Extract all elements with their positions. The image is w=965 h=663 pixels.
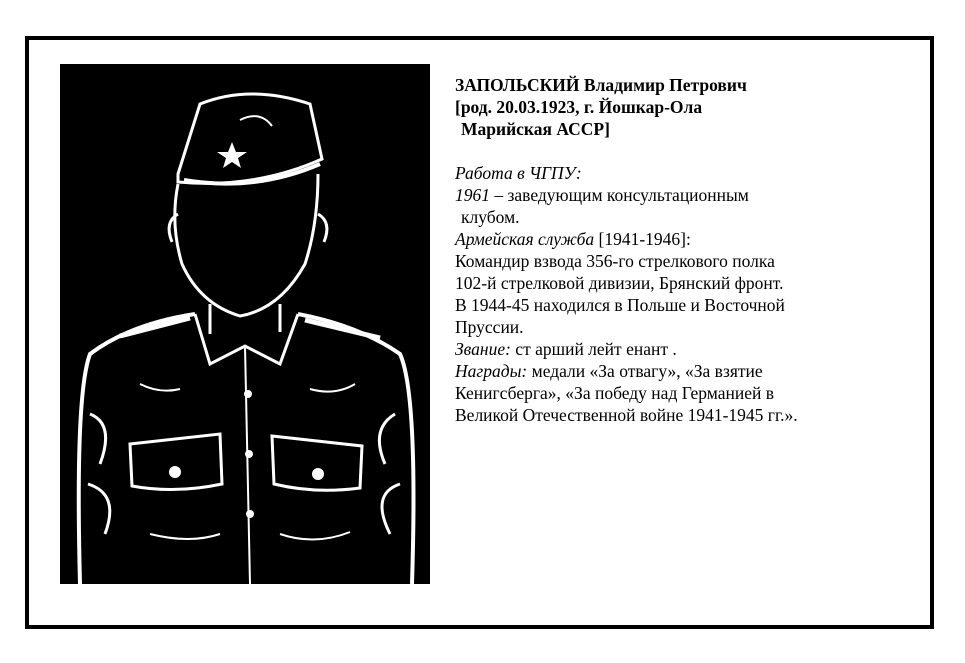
birth-region: Марийская АССР] [461,119,610,139]
army-years: [1941-1946]: [594,229,691,249]
awards-label: Награды: [455,361,528,381]
awards-entry [455,360,925,382]
army-header [455,228,925,250]
army-line-1: Командир взвода 356-го стрелкового полка [455,251,775,271]
work-year: 1961 [455,185,490,205]
army-line-4: Пруссии. [455,317,524,337]
birth-info: [род. 20.03.1923, г. Йошкар-Ола [455,97,703,117]
army-line-2: 102-й стрелковой дивизии, Брянский фронт. [455,273,784,293]
awards-line-3: Великой Отечественной войне 1941-1945 гг.». [455,405,798,425]
work-desc: – заведующим консультационным [490,185,749,205]
rank-label: Звание: [455,339,511,359]
awards-line-1: медали «За отвагу», «За взятие [527,361,763,381]
person-name: ЗАПОЛЬСКИЙ Владимир Петрович [455,75,747,95]
biography-text [455,74,925,426]
rank-value: ст арший лейт енант . [510,339,677,359]
work-entry [455,184,925,206]
army-line-3: В 1944-45 находился в Польше и Восточной [455,295,785,315]
awards-line-2: Кенигсберга», «За победу над Германией в [455,383,774,403]
soldier-silhouette-icon [60,64,430,584]
work-desc-cont: клубом. [461,207,520,227]
army-label: Армейская служба [455,229,595,249]
work-label: Работа в ЧГПУ: [455,163,582,183]
soldier-portrait [60,64,430,584]
rank-entry [455,338,925,360]
